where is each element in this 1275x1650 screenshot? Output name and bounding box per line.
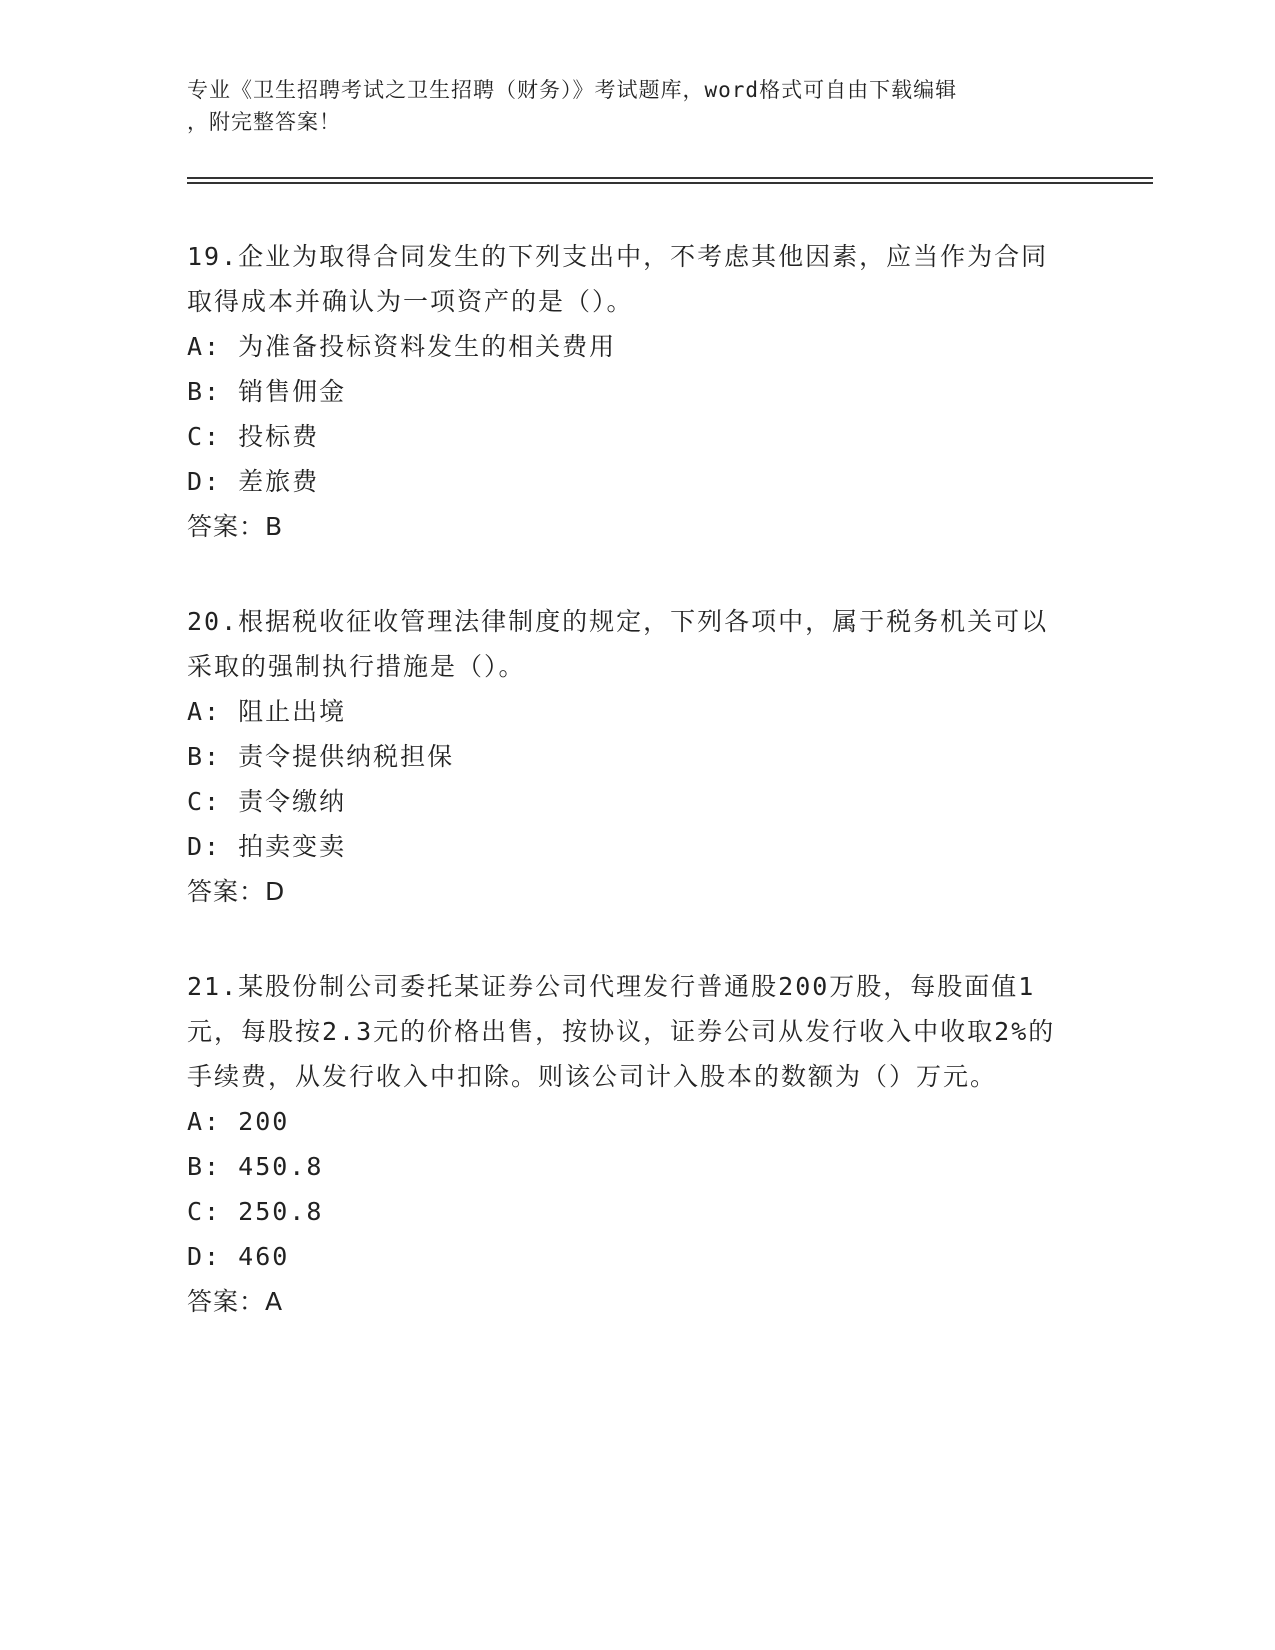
- answer: 答案：D: [187, 877, 286, 906]
- question-20: [187, 599, 1067, 914]
- option-c: C: 责令缴纳: [187, 787, 347, 816]
- header-divider-bottom: [187, 182, 1153, 184]
- answer: 答案：B: [187, 512, 284, 541]
- option-a: A: 阻止出境: [187, 697, 347, 726]
- header-divider-top: [187, 177, 1153, 179]
- option-d: D: 拍卖变卖: [187, 832, 347, 861]
- document-header: [187, 74, 1067, 138]
- header-line-1: 专业《卫生招聘考试之卫生招聘（财务）》考试题库，word格式可自由下载编辑: [187, 78, 958, 102]
- question-19: [187, 234, 1067, 549]
- question-stem: 21.某股份制公司委托某证券公司代理发行普通股200万股，每股面值1元，每股按2.3元的价格出售，按协议，证券公司从发行收入中收取2%的手续费，从发行收入中扣除。则该公司计入股本的数额为（）万元。: [187, 972, 1056, 1091]
- option-b: B: 450.8: [187, 1152, 324, 1181]
- option-d: D: 差旅费: [187, 467, 320, 496]
- option-a: A: 为准备投标资料发生的相关费用: [187, 332, 617, 361]
- option-c: C: 250.8: [187, 1197, 324, 1226]
- option-d: D: 460: [187, 1242, 290, 1271]
- question-stem: 19.企业为取得合同发生的下列支出中，不考虑其他因素，应当作为合同取得成本并确认为一项资产的是（）。: [187, 242, 1049, 316]
- answer: 答案：A: [187, 1287, 284, 1316]
- header-line-2: ，附完整答案！: [187, 110, 341, 134]
- option-b: B: 销售佣金: [187, 377, 347, 406]
- question-21: [187, 964, 1067, 1324]
- option-a: A: 200: [187, 1107, 290, 1136]
- question-stem: 20.根据税收征收管理法律制度的规定，下列各项中，属于税务机关可以采取的强制执行措施是（）。: [187, 607, 1049, 681]
- option-c: C: 投标费: [187, 422, 320, 451]
- option-b: B: 责令提供纳税担保: [187, 742, 455, 771]
